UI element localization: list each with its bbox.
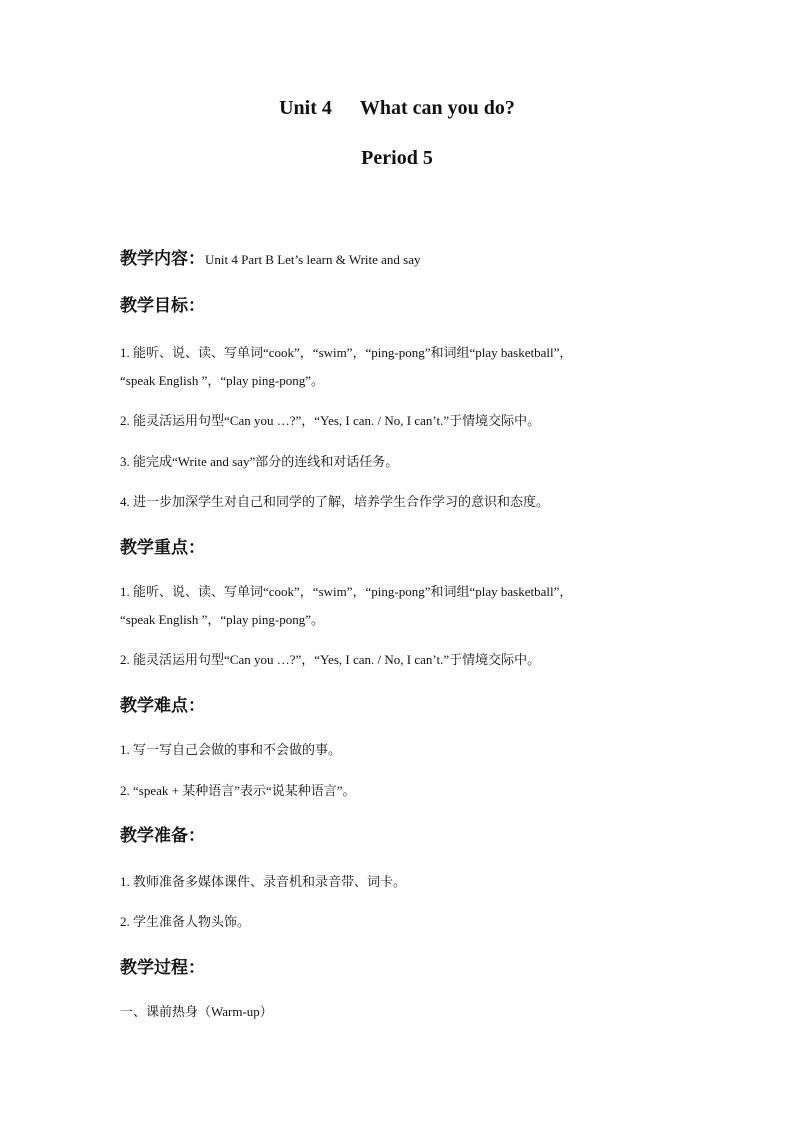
difficulty-line: 1. 写一写自己会做的事和不会做的事。 xyxy=(120,742,342,757)
preparation-line: 1. 教师准备多媒体课件、录音机和录音带、词卡。 xyxy=(120,874,407,889)
unit-label: Unit 4 xyxy=(279,97,332,119)
objective-line: 1. 能听、说、读、写单词“cook”，“swim”，“ping-pong”和词组“play basketball”， xyxy=(120,345,573,360)
preparation-line: 2. 学生准备人物头饰。 xyxy=(120,914,251,929)
document-title xyxy=(0,97,794,120)
objective-line: 2. 能灵活运用句型“Can you …?”，“Yes, I can. / No, I can’t.”于情境交际中。 xyxy=(120,413,541,428)
key-point-line: “speak English ”，“play ping-pong”。 xyxy=(120,612,324,627)
content-text: Unit 4 Part B Let’s learn & Write and say xyxy=(205,252,421,267)
process-heading: 教学过程： xyxy=(120,958,205,978)
content-heading xyxy=(120,244,421,269)
process-line: 一、课前热身（Warm-up） xyxy=(120,1004,273,1019)
key-points-heading: 教学重点： xyxy=(120,538,205,558)
unit-question: What can you do? xyxy=(359,97,515,119)
objective-line: “speak English ”，“play ping-pong”。 xyxy=(120,373,324,388)
key-point-line: 1. 能听、说、读、写单词“cook”，“swim”，“ping-pong”和词组“play basketball”， xyxy=(120,584,573,599)
objectives-heading: 教学目标： xyxy=(120,296,205,316)
preparation-heading: 教学准备： xyxy=(120,826,205,846)
content-label: 教学内容： xyxy=(120,249,205,269)
objective-line: 4. 进一步加深学生对自己和同学的了解，培养学生合作学习的意识和态度。 xyxy=(120,494,550,509)
objective-line: 3. 能完成“Write and say”部分的连线和对话任务。 xyxy=(120,454,399,469)
difficulties-heading: 教学难点： xyxy=(120,696,205,716)
key-point-line: 2. 能灵活运用句型“Can you …?”，“Yes, I can. / No, I can’t.”于情境交际中。 xyxy=(120,652,541,667)
difficulty-line: 2. “speak + 某种语言”表示“说某种语言”。 xyxy=(120,783,356,798)
period-title: Period 5 xyxy=(361,147,433,169)
